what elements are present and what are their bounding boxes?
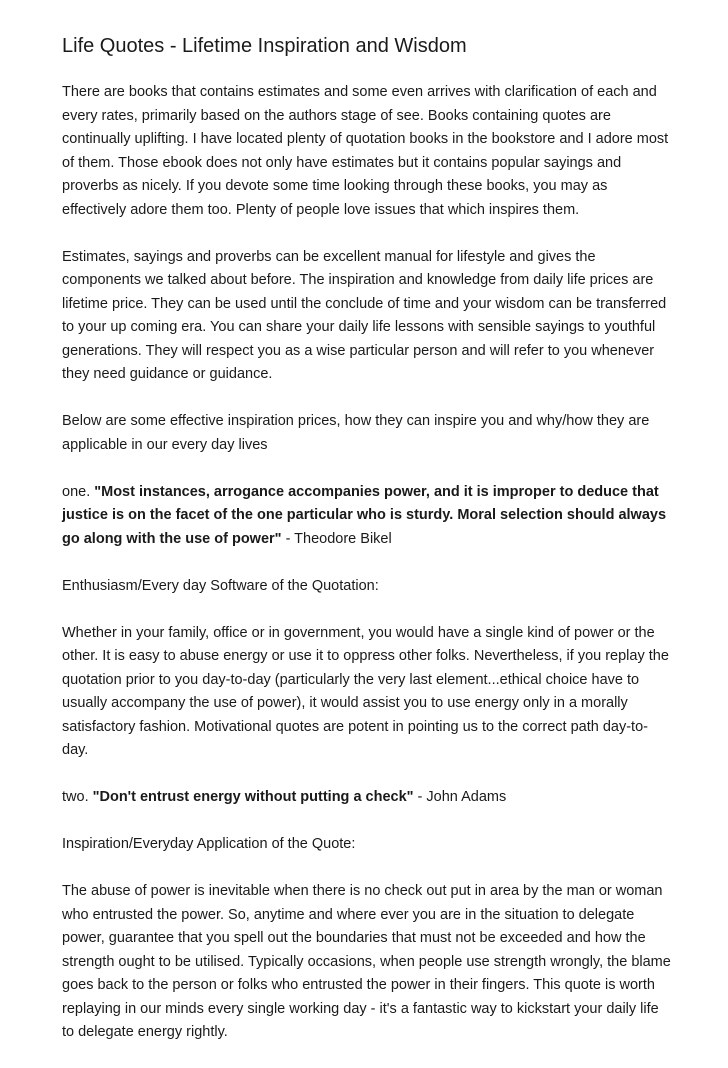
paragraph-estimates: Estimates, sayings and proverbs can be excellent manual for lifestyle and gives the components we talked about before. The inspiration and knowledge from daily life prices are lifetime price. They can be used until the conclude of time and your wisdom can be transferred to your up coming era. You can share your daily life lessons with sensible sayings to youthful generations. They will respect you as a wise particular person and will refer to you whenever they need guidance or guidance. (62, 248, 667, 382)
paragraph-below: Below are some effective inspiration prices, how they can inspire you and why/how they are applicable in our every day lives (62, 413, 650, 453)
quote-two-text: "Don't entrust energy without putting a check" (92, 789, 414, 805)
paragraph-power: Whether in your family, office or in government, you would have a single kind of power or the other. It is easy to abuse energy or use it to oppress other folks. Nevertheless, if you replay the quotation prior to you day-to-day (particularly the very last element...ethical choice have to usually accompany the use of power), it would assist you to use energy only in a morally satisfactory fashion. Motivational quotes are potent in pointing us to the correct path day-to-day. (62, 624, 669, 758)
quote-two (62, 786, 674, 810)
quote-two-attribution: - John Adams (413, 789, 507, 805)
section-heading-enthusiasm: Enthusiasm/Every day Software of the Quotation: (62, 577, 379, 594)
quote-two-prefix: two. (62, 789, 93, 805)
document-title: Life Quotes - Lifetime Inspiration and Wisdom (62, 35, 467, 57)
paragraph-intro: There are books that contains estimates and some even arrives with clarification of each and every rates, primarily based on the authors stage of see. Books containing quotes are continually uplifting. I have located plenty of quotation books in the bookstore and I adore most of them. Those ebook does not only have estimates but it contains popular sayings and proverbs as nicely. If you devote some time looking through these books, you may as effectively adore them too. Plenty of people love issues that which inspires them. (62, 84, 669, 218)
document-page (62, 33, 674, 1068)
quote-one-prefix: one. (62, 483, 95, 500)
section-heading-inspiration: Inspiration/Everyday Application of the Quote: (62, 836, 356, 852)
paragraph-abuse: The abuse of power is inevitable when there is no check out put in area by the man or woman who entrusted the power. So, anytime and where ever you are in the situation to delegate power, guarantee that you spell out the boundaries that must not be exceeded and how the strength ought to be utilised. Typically occasions, when people use strength wrongly, the blame goes back to the person or folks who entrusted the power in their fingers. This quote is worth replaying in our minds every single working day - it's a fantastic way to kickstart your daily life to delegate energy rightly. (62, 883, 671, 1040)
quote-one (62, 481, 674, 552)
quote-one-text: "Most instances, arrogance accompanies power, and it is improper to deduce that justice is on the facet of the one particular who is sturdy. Moral selection should always go along with the use of power" (62, 483, 667, 547)
quote-one-attribution: - Theodore Bikel (281, 530, 392, 547)
